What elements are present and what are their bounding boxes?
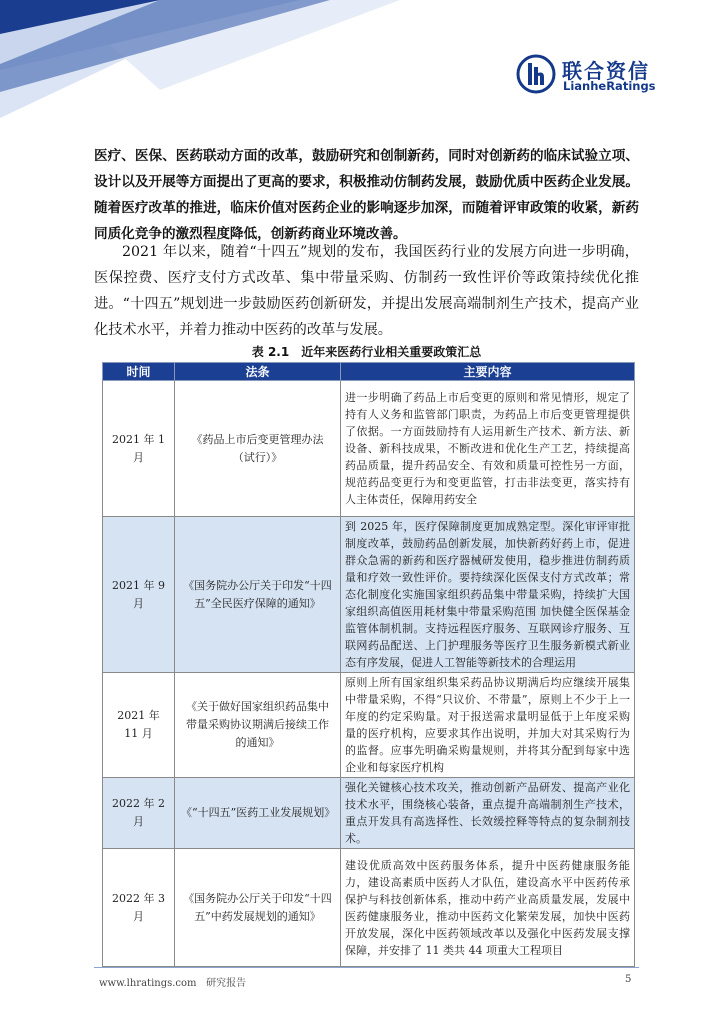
row-law: 《“十四五”医药工业发展规划》: [175, 778, 341, 849]
brand-name-cn: 联合资信: [562, 59, 650, 83]
row-content: 到 2025 年，医疗保障制度更加成熟定型。深化审评审批制度改革，鼓励药品创新发展，加快新药好药上市，促进群众急需的新药和医疗器械研发使用，稳步推进仿制药质量和疗效一致性评价。要持续深化医保支付方式改革；常态化制度化实施国家组织药品集中带量采购，持续扩大国家组织高值医用耗材集中带量采购范围 加快健全医保基金监管体制机制。支持远程医疗服务、互联网诊疗服务、互联网药品配送、上门护理服务等医疗卫生服务新模式新业态有序发展，促进人工智能等新技术的合理运用: [341, 517, 635, 673]
bold-paragraph: 医疗、医保、医药联动方面的改革，鼓励研究和创制新药，同时对创新药的临床试验立项、设计以及开展等方面提出了更高的要求，积极推动仿制药发展，鼓励优质中医药企业发展。随着医疗改革的推进，临床价值对医药企业的影响逐步加深，而随着评审政策的收紧，新药同质化竞争的激烈程度降低，创新药商业环境改善。: [94, 148, 639, 242]
table-row: [103, 517, 635, 673]
row-time: 2022 年 2 月: [103, 778, 175, 849]
table-title: 表 2.1 近年来医药行业相关重要政策汇总: [251, 345, 482, 359]
footer-website: www.lhratings.com: [99, 978, 197, 989]
footer-divider: [94, 967, 639, 968]
row-law: 《关于做好国家组织药品集中带量采购协议期满后接续工作的通知》: [175, 673, 341, 778]
page-number: 5: [625, 974, 632, 985]
company-logo: [516, 54, 706, 94]
header-law: 法条: [175, 363, 341, 381]
row-time: 2021 年 11 月: [103, 673, 175, 778]
header-content: 主要内容: [341, 363, 635, 381]
table-row: [103, 673, 635, 778]
row-content: 原则上所有国家组织集采药品协议期满后均应继续开展集中带量采购，不得“只议价、不带量”，原则上不少于上一年度的约定采购量。对于报送需求量明显低于上年度采购量的医疗机构，应要求其作出说明，并加大对其采购行为的监督。应事先明确采购量规则，并将其分配到每家中选企业和每家医疗机构: [341, 673, 635, 778]
row-time: 2021 年 1 月: [103, 381, 175, 517]
brand-name-en: LianheRatings: [563, 79, 656, 93]
table-row: [103, 849, 635, 967]
row-law: 《药品上市后变更管理办法（试行）》: [175, 381, 341, 517]
body-paragraph: 2021 年以来，随着“十四五”规划的发布，我国医药行业的发展方向进一步明确，医保控费、医疗支付方式改革、集中带量采购、仿制药一致性评价等政策持续优化推进。“十四五”规划进一步鼓励医药创新研发，并提出发展高端制剂生产技术，提高产业化技术水平，并着力推动中医药的改革与发展。: [94, 244, 639, 338]
row-time: 2021 年 9 月: [103, 517, 175, 673]
row-law: 《国务院办公厅关于印发“十四五”中药发展规划的通知》: [175, 849, 341, 967]
table-row: [103, 778, 635, 849]
row-content: 强化关键核心技术攻关，推动创新产品研发、提高产业化技术水平，围绕核心装备，重点提升高端制剂生产技术，重点开发具有高选择性、长效缓控释等特点的复杂制剂技术。: [341, 778, 635, 849]
row-content: 进一步明确了药品上市后变更的原则和常见情形，规定了持有人义务和监管部门职责，为药品上市后变更管理提供了依据。一方面鼓励持有人运用新生产技术、新方法、新设备、新科技成果，不断改进和优化生产工艺，持续提高药品质量，提升药品安全、有效和质量可控性另一方面，规范药品变更行为和变更监管，打击非法变更，落实持有人主体责任，保障用药安全: [341, 381, 635, 517]
table-header-row: [103, 363, 635, 381]
footer-info: [99, 974, 246, 989]
table-row: [103, 381, 635, 517]
policy-table: [102, 362, 635, 967]
header-time: 时间: [103, 363, 175, 381]
row-content: 建设优质高效中医药服务体系，提升中医药健康服务能力，建设高素质中医药人才队伍，建设高水平中医药传承保护与科技创新体系，推动中药产业高质量发展，发展中医药健康服务业，推动中医药文化繁荣发展，加快中医药开放发展，深化中医药领域改革以及强化中医药发展支撑保障，并安排了 11 类共 44 项重大工程项目: [341, 849, 635, 967]
footer-doc-type: 研究报告: [206, 978, 247, 989]
row-law: 《国务院办公厅关于印发“十四五”全民医疗保障的通知》: [175, 517, 341, 673]
row-time: 2022 年 3 月: [103, 849, 175, 967]
lianhe-logo-icon: [516, 54, 556, 94]
